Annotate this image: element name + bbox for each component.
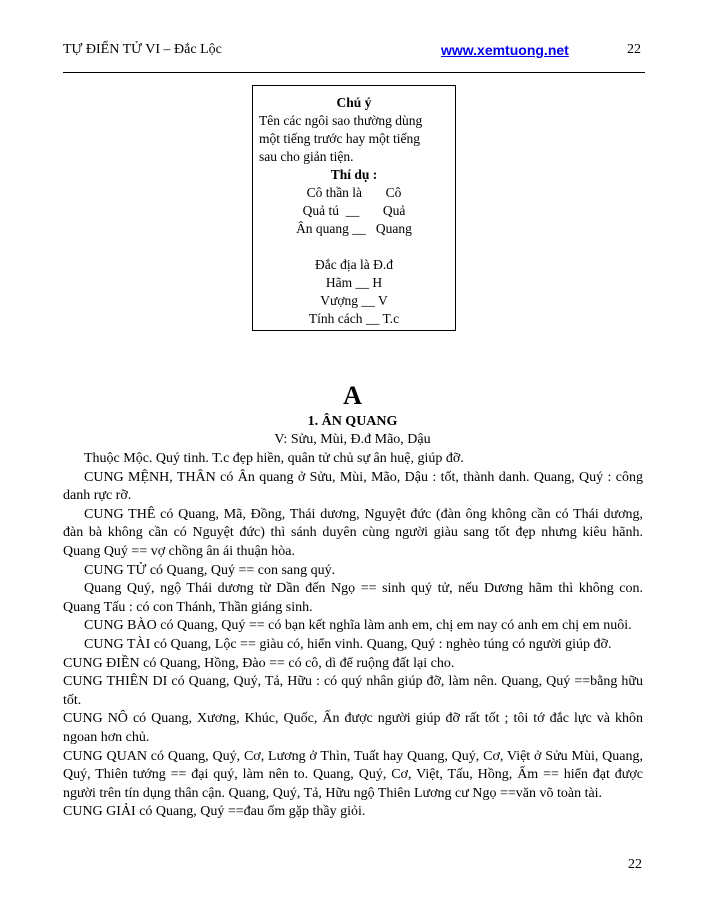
example-heading: Thí dụ : [330,167,378,182]
body-paragraph: CUNG TÀI có Quang, Lộc == giàu có, hiển vinh. Quang, Quý : nghèo túng có người giúp đỡ. [84,636,612,652]
example-line: Hãm __ H [325,275,383,290]
body-paragraph: CUNG ĐIỀN có Quang, Hồng, Đào == có cô, dì để ruộng đất lại cho. [63,655,455,671]
body-paragraph: CUNG THIÊN DI có Quang, Quý, Tả, Hữu : có quý nhân giúp đỡ, làm nên. Quang, Quý ==bằng hữu tốt. [63,674,643,708]
entry-title: 1. ÂN QUANG [307,414,398,429]
example-line: Cô thần là Cô [306,185,402,200]
note-text-line: Tên các ngôi sao thường dùng [259,113,423,128]
website-link[interactable]: www.xemtuong.net [441,42,569,58]
example-line: Vượng __ V [320,293,388,308]
example-line: Đắc địa là Đ.đ [315,257,393,272]
body-paragraph: CUNG GIẢI có Quang, Quý ==đau ốm gặp thầy giỏi. [63,804,366,820]
example-line: Tính cách __ T.c [308,311,400,326]
body-paragraph: CUNG THÊ có Quang, Mã, Đồng, Thái dương, Nguyệt đức (đàn ông không cần có Thái dương, đàn bà không cần có Nguyệt đức) thì sánh duyên cùng người giàu sang tốt đẹp nhưng kiêu hãnh. Quang Quý == vợ chồng ân ái thuận hòa. [63,506,643,559]
page-header [63,38,645,73]
body-paragraph: Quang Quý, ngộ Thái dương từ Dần đến Ngọ == sinh quý tử, nếu Dương hãm thì không con. Quang Tấu : có con Thánh, Thần giáng sinh. [63,581,643,615]
section-letter: A [343,381,362,410]
document-title: TỰ ĐIỂN TỬ VI – Đắc Lộc [63,42,222,57]
body-paragraph: CUNG NÔ có Quang, Xương, Khúc, Quốc, Ấn được người giúp đỡ rất tốt ; tôi tớ đắc lực và khôn ngoan hơn chủ. [63,711,643,745]
note-text-line: sau cho giản tiện. [259,149,354,164]
example-line: Ân quang __ Quang [296,221,412,236]
entry-subtitle: V: Sửu, Mùi, Đ.đ Mão, Dậu [274,432,431,447]
body-paragraph: CUNG MỆNH, THÂN có Ân quang ở Sửu, Mùi, Mão, Dậu : tốt, thành danh. Quang, Quý : công danh rực rỡ. [63,469,643,504]
body-paragraph: CUNG TỬ có Quang, Quý == con sang quý. [84,562,336,578]
entry-body [63,450,643,822]
body-paragraph: Thuộc Mộc. Quý tinh. T.c đẹp hiền, quân tử chủ sự ân huệ, giúp đỡ. [84,451,464,466]
footer-page-number: 22 [628,857,642,872]
example-line: Quả tú __ Quả [302,203,406,218]
header-page-number: 22 [627,42,641,57]
body-paragraph: CUNG BÀO có Quang, Quý == có bạn kết nghĩa làm anh em, chị em nay có anh em chị em nuôi. [84,618,632,634]
body-paragraph: CUNG QUAN có Quang, Quý, Cơ, Lương ở Thìn, Tuất hay Quang, Quý, Cơ, Việt ở Sửu Mùi, Quang, Quý, Thiên tướng == đại quý, làm nên to. Quang, Quý, Cơ, Việt, Tấu, Hồng, Ấm == hiển đạt được người trên tín dụng thân cận. Quang, Quý, Tả, Hữu ngộ Thiên Lương cư Ngọ ==văn võ toàn tài. [63,748,643,801]
note-box [252,85,456,331]
note-text-line: một tiếng trước hay một tiếng [259,131,421,146]
note-heading: Chú ý [336,95,372,110]
